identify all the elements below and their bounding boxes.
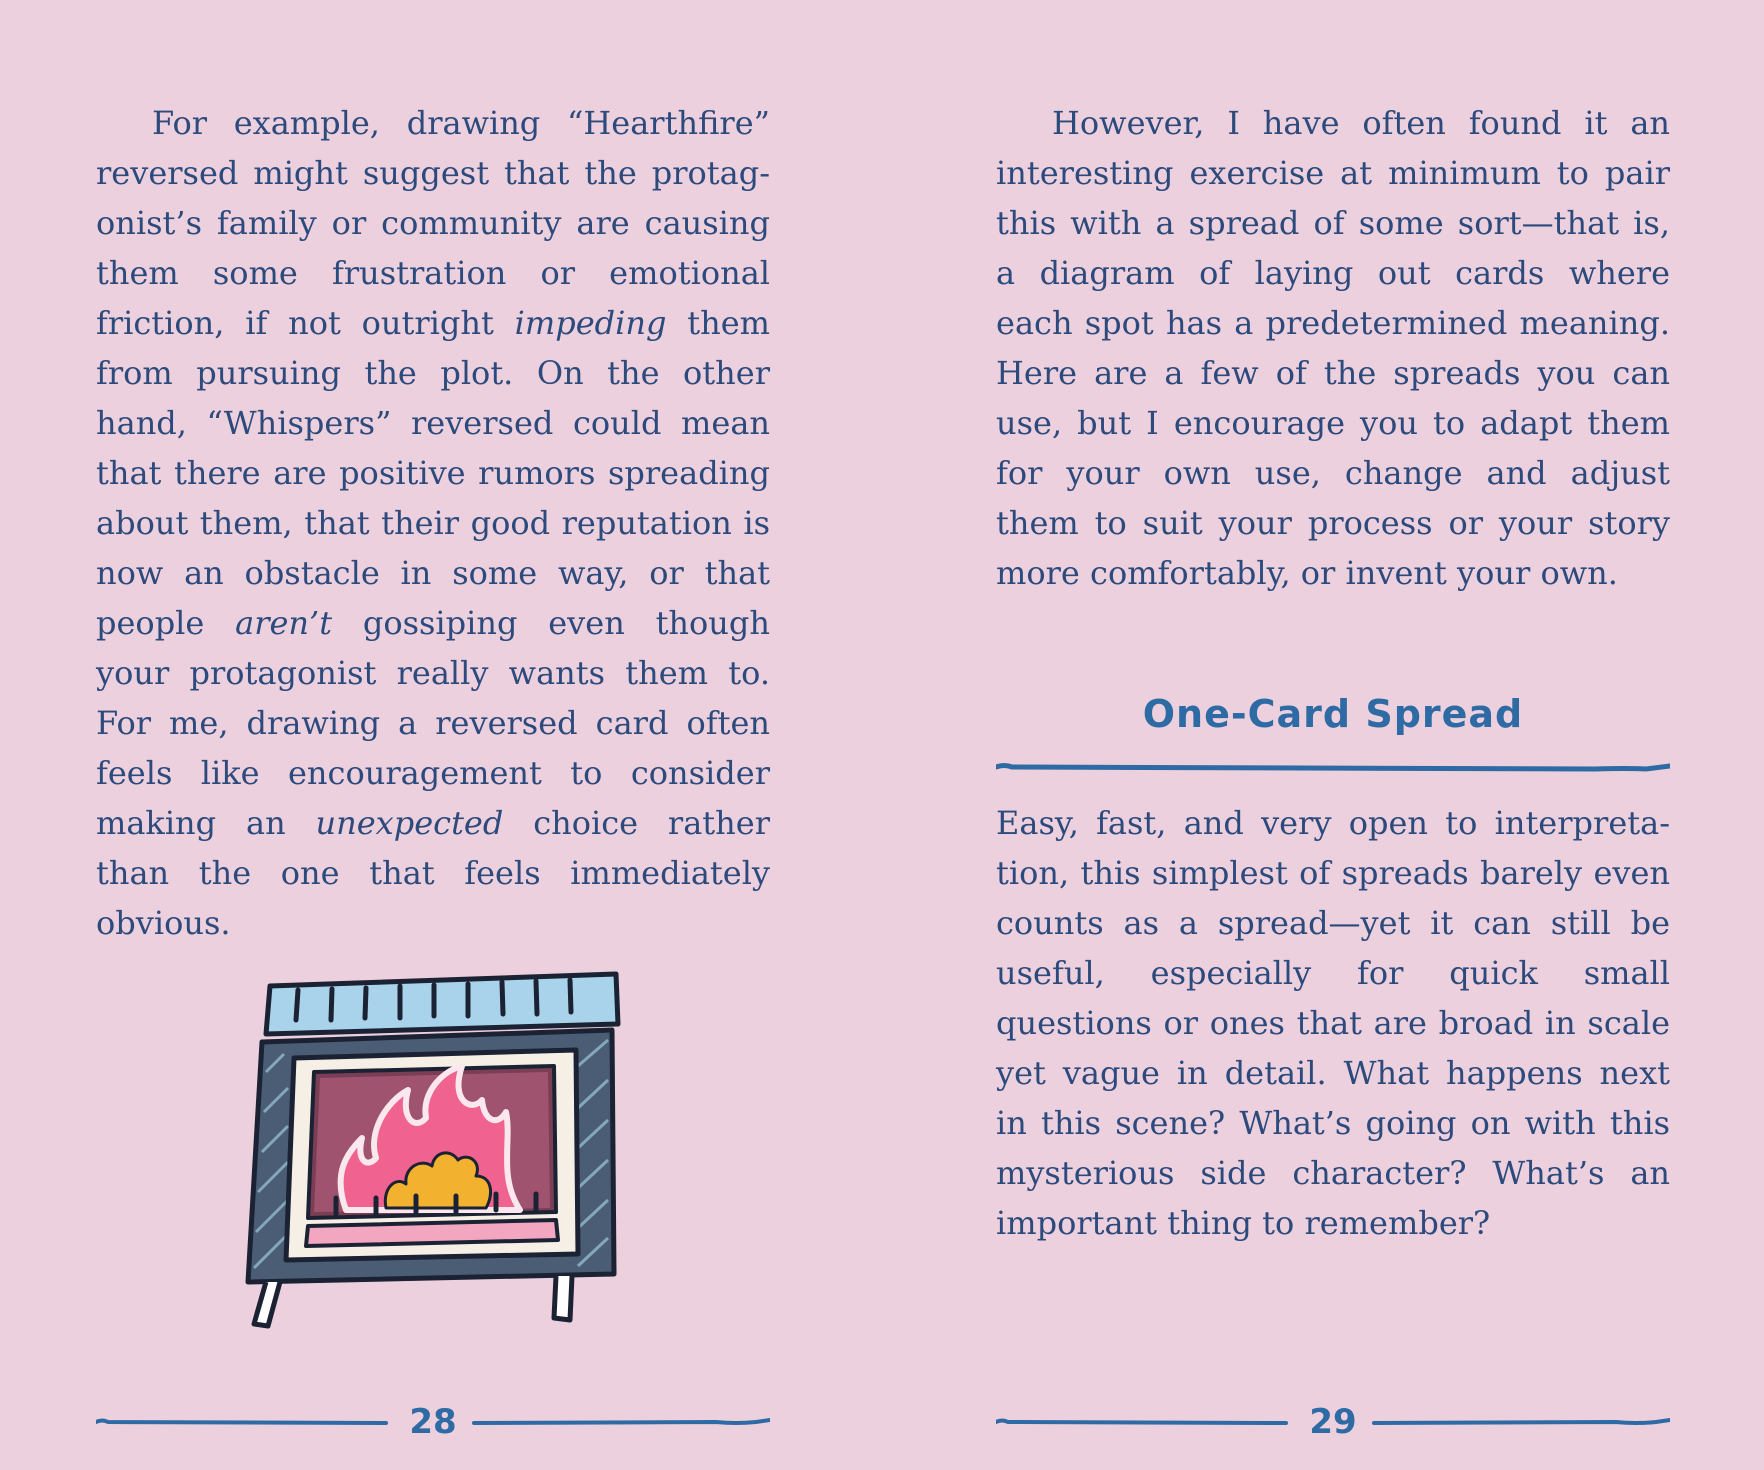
- emphasis-arent: aren’t: [235, 604, 333, 642]
- page-footer-left: [96, 1398, 770, 1446]
- page-number: 29: [1309, 1402, 1357, 1442]
- paragraph-text: Easy, fast, and very open to interpretation, this simplest of spreads barely even counts as a spread—yet it can still be useful, especially for quick small questions or ones that are broad in scale yet vague in detail. What happens next in this scene? What’s going on with this mysterious side character? What’s an important thing to remember?: [996, 804, 1670, 1242]
- left-page: [96, 0, 770, 1470]
- paragraph-text: choice rather than the one that feels immediately obvious.: [96, 804, 770, 942]
- paragraph-text: However, I have often found it an interesting exercise at minimum to pair this with a spread of some sort—that is, a diagram of laying out cards where each spot has a predetermined meaning. Here are a few of the spreads you can use, but I encourage you to adapt them for your own use, change and adjust them to suit your process or your story more comfortably, or invent your own.: [996, 104, 1670, 592]
- page-footer-right: [996, 1398, 1670, 1446]
- section-heading: One-Card Spread: [1142, 692, 1524, 736]
- emphasis-impeding: impeding: [514, 304, 667, 342]
- left-paragraph: [96, 98, 770, 948]
- paragraph-text: them from pursuing the plot. On the other hand, “Whispers” reversed could mean that there are positive rumors spreading about them, that their good reputation is now an obstacle in some way, or that people: [96, 304, 771, 642]
- paragraph-text: gossiping even though your protagonist really wants them to. For me, drawing a reversed card often feels like encouragement to consider making an: [96, 604, 770, 842]
- right-paragraph-spread: [996, 798, 1670, 1248]
- paragraph-text: For example, drawing “Hearthfire” reversed might suggest that the protagonist’s family or community are causing them some frustration or emotional friction, if not outright: [96, 104, 770, 342]
- heading-rule: [996, 760, 1670, 774]
- right-page: [996, 0, 1670, 1470]
- page-number: 28: [409, 1402, 457, 1442]
- emphasis-unexpected: unexpected: [315, 804, 504, 842]
- right-paragraph-intro: [996, 98, 1670, 598]
- fireplace-icon: [236, 962, 736, 1332]
